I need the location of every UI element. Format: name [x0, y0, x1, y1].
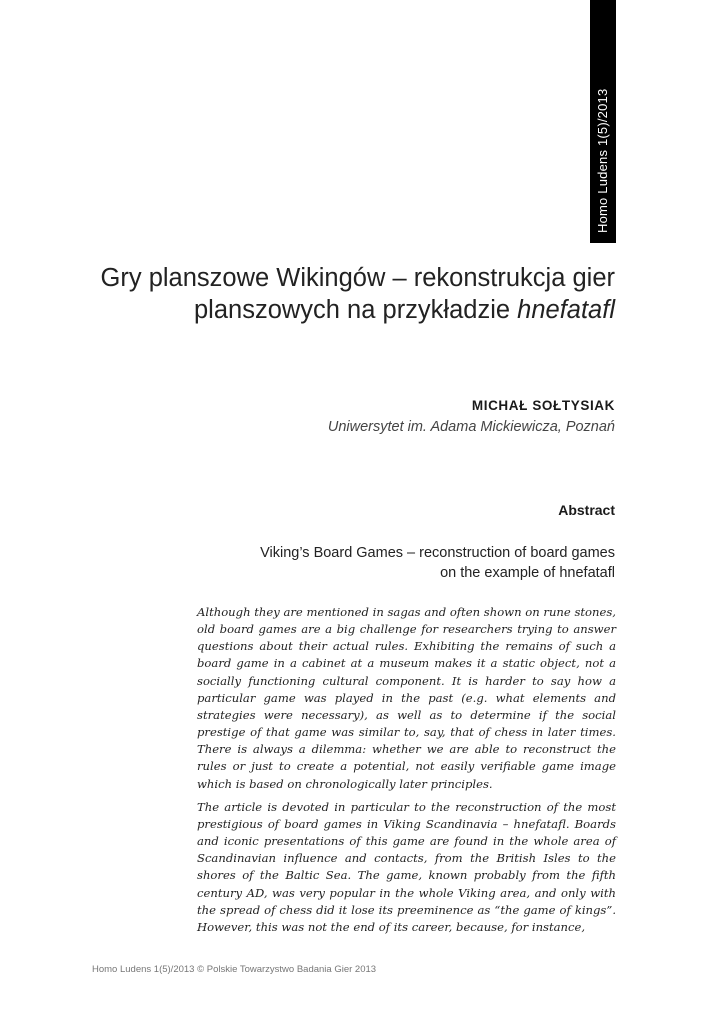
journal-tab-label: Homo Ludens 1(5)/2013: [595, 88, 610, 233]
english-title: [235, 543, 615, 583]
article-title-line2-italic: hnefatafl: [517, 296, 615, 324]
article-title: [95, 262, 615, 326]
abstract-body: [197, 604, 616, 942]
author-affiliation: Uniwersytet im. Adama Mickiewicza, Poznań: [327, 419, 615, 435]
page-footer: Homo Ludens 1(5)/2013 © Polskie Towarzystwo Badania Gier 2013: [92, 964, 377, 975]
english-title-line2: on the example of hnefatafl: [440, 565, 615, 581]
article-title-line1: Gry planszowe Wikingów – rekonstrukcja gier: [100, 264, 615, 292]
abstract-paragraph-2: The article is devoted in particular to the reconstruction of the most prestigious of board games in Viking Scandinavia – hnefatafl. Boards and iconic presentations of this game are found in the whole area of Scandinavian influence and contacts, from the British Isles to the shores of the Baltic Sea. The game, known probably from the fifth century AD, was very popular in the whole Viking area, and only with the spread of chess did it lose its preeminence as “the game of kings”. However, this was not the end of its career, because, for instance,: [197, 799, 616, 934]
english-title-line1: Viking’s Board Games – reconstruction of board games: [260, 545, 615, 561]
article-title-line2-prefix: planszowych na przykładzie: [193, 296, 518, 324]
abstract-paragraph-1: Although they are mentioned in sagas and often shown on rune stones, old board games are a big challenge for researchers trying to answer questions about their actual rules. Exhibiting the remains of such a board game in a cabinet at a museum makes it a static object, not a socially functioning cultural component. It is harder to say how a particular game was played in the past (e.g. what elements and strategies were necessary), as well as to determine if the social prestige of that game was similar to, say, that of chess in later times. There is always a dilemma: whether we are able to reconstruct the rules or just to create a potential, not easily verifiable game image which is based on chronologically later principles.: [197, 605, 616, 791]
journal-side-tab: [590, 0, 616, 243]
abstract-heading: Abstract: [558, 502, 615, 518]
author-name: MICHAŁ SOŁTYSIAK: [471, 398, 615, 413]
